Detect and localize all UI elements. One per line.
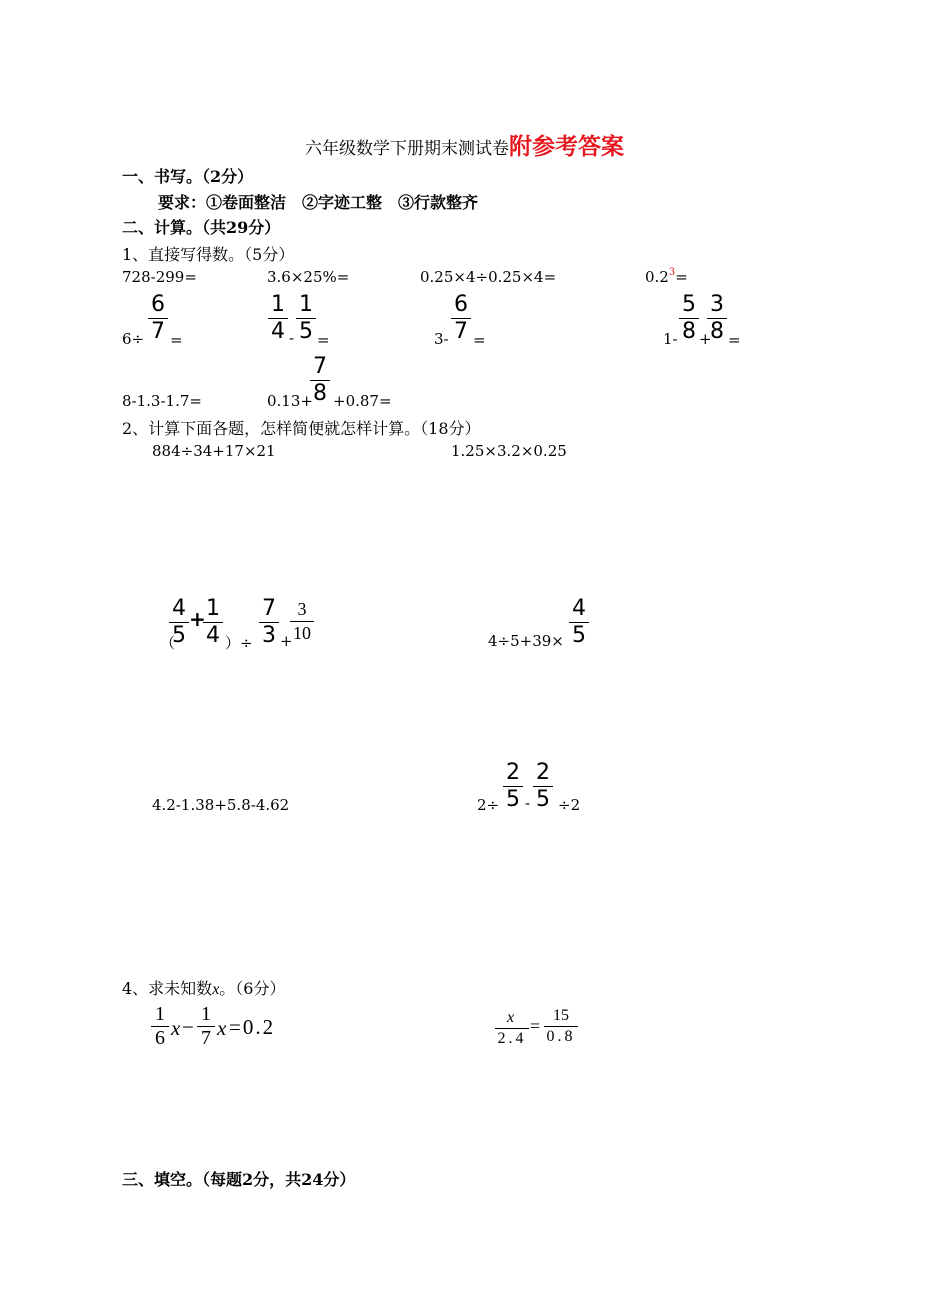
q1-item-8-op: + xyxy=(699,330,712,348)
q4-eq2-fraction-2 xyxy=(544,1006,578,1047)
numerator: 1 xyxy=(299,292,313,317)
q4-heading-text: 4、求未知数 xyxy=(122,979,213,998)
q1-item-10-suffix: +0.87= xyxy=(333,392,392,410)
q1-item-9: 8-1.3-1.7= xyxy=(122,392,202,410)
numerator: 6 xyxy=(151,292,165,317)
q2-expr-3-fraction-3 xyxy=(257,596,281,649)
q1-item-2: 3.6×25%= xyxy=(267,268,350,286)
denominator: 5 xyxy=(536,787,550,812)
q1-item-6-fraction-2 xyxy=(294,292,318,345)
q4-eq1-var-1: x xyxy=(171,1016,181,1040)
numerator: x xyxy=(506,1009,518,1026)
q2-expr-6-op: - xyxy=(525,794,531,812)
q1-item-6-fraction-1 xyxy=(266,292,290,345)
q2-expr-4-fraction xyxy=(567,596,591,649)
title-highlight: 附参考答案 xyxy=(509,133,624,160)
numerator: 7 xyxy=(313,354,327,379)
q1-item-7-eq: = xyxy=(473,331,486,349)
denominator: 2.4 xyxy=(497,1030,527,1047)
numerator: 1 xyxy=(206,596,220,621)
q2-expr-6-prefix: 2÷ xyxy=(477,796,500,814)
q2-expr-6-fraction-2 xyxy=(531,760,555,813)
q4-eq1-fraction-1 xyxy=(150,1003,170,1050)
q4-eq1-var-2: x xyxy=(217,1016,227,1040)
numerator: 5 xyxy=(682,292,696,317)
q2-expr-6-suffix: ÷2 xyxy=(558,796,581,814)
q1-item-5-fraction xyxy=(146,292,170,345)
section-2-heading: 二、计算。（共29分） xyxy=(122,218,281,237)
denominator: 7 xyxy=(201,1027,211,1049)
q2-expr-3-rparen-div: ）÷ xyxy=(225,634,253,652)
q2-expr-3-fraction-4 xyxy=(289,598,315,645)
numerator: 4 xyxy=(572,596,586,621)
denominator: 7 xyxy=(151,319,165,344)
q1-item-10-fraction xyxy=(308,354,332,407)
q1-item-5-eq: = xyxy=(170,331,183,349)
q1-item-4-base: 0.2 xyxy=(645,268,669,286)
denominator: 8 xyxy=(313,381,327,406)
q4-eq2-fraction-1 xyxy=(495,1008,529,1049)
denominator: 3 xyxy=(262,623,276,648)
q2-expr-3-plus: + xyxy=(189,607,206,631)
q1-item-6-op: - xyxy=(289,329,295,347)
denominator: 4 xyxy=(206,623,220,648)
q1-item-4-eq: = xyxy=(675,268,688,286)
numerator: 7 xyxy=(262,596,276,621)
denominator: 7 xyxy=(454,319,468,344)
numerator: 3 xyxy=(297,599,307,619)
q1-item-4 xyxy=(645,268,688,286)
q4-eq1-fraction-2 xyxy=(196,1003,216,1050)
section-1-requirements: 要求：①卷面整洁 ②字迹工整 ③行款整齐 xyxy=(158,193,479,212)
denominator: 8 xyxy=(682,319,696,344)
q1-item-7-fraction xyxy=(449,292,473,345)
q1-item-5-prefix: 6÷ xyxy=(122,330,145,348)
denominator: 8 xyxy=(710,319,724,344)
q1-item-8-fraction-2 xyxy=(705,292,729,345)
numerator: 3 xyxy=(710,292,724,317)
numerator: 1 xyxy=(155,1003,165,1025)
q1-item-10-prefix: 0.13+ xyxy=(267,392,313,410)
q2-expr-5: 4.2-1.38+5.8-4.62 xyxy=(152,796,290,814)
section-1-heading: 一、书写。（2分） xyxy=(122,167,254,186)
q4-heading-variable: x xyxy=(212,981,220,998)
q1-item-8-eq: = xyxy=(728,331,741,349)
numerator: 2 xyxy=(506,760,520,785)
q4-heading xyxy=(122,976,285,999)
q1-item-7-prefix: 3- xyxy=(434,330,449,348)
numerator: 1 xyxy=(201,1003,211,1025)
q2-heading: 2、计算下面各题，怎样简便就怎样计算。（18分） xyxy=(122,419,481,438)
q2-expr-3-fraction-1 xyxy=(167,596,191,649)
q1-heading: 1、直接写得数。（5分） xyxy=(122,245,295,264)
q4-heading-points: 。（6分） xyxy=(219,979,286,998)
denominator: 5 xyxy=(506,787,520,812)
q2-expr-3-lparen: （ xyxy=(160,634,176,652)
title-main: 六年级数学下册期末测试卷 xyxy=(305,139,509,159)
q2-expr-2: 1.25×3.2×0.25 xyxy=(451,442,567,460)
q4-eq1-op: − xyxy=(182,1015,194,1039)
numerator: 1 xyxy=(271,292,285,317)
denominator: 4 xyxy=(271,319,285,344)
denominator: 0.8 xyxy=(546,1028,576,1045)
q1-item-8-prefix: 1- xyxy=(663,330,678,348)
q1-item-6-eq: = xyxy=(317,331,330,349)
q2-expr-6-fraction-1 xyxy=(501,760,525,813)
q1-item-1: 728-299= xyxy=(122,268,197,286)
denominator: 5 xyxy=(299,319,313,344)
denominator: 6 xyxy=(155,1027,165,1049)
section-3-heading: 三、填空。（每题2分，共24分） xyxy=(122,1170,356,1189)
denominator: 5 xyxy=(572,623,586,648)
denominator: 5 xyxy=(172,623,186,648)
q1-item-3: 0.25×4÷0.25×4= xyxy=(420,268,557,286)
numerator: 4 xyxy=(172,596,186,621)
q2-expr-1: 884÷34+17×21 xyxy=(152,442,276,460)
q2-expr-3-fraction-2 xyxy=(201,596,225,649)
q1-item-8-fraction-1 xyxy=(677,292,701,345)
numerator: 2 xyxy=(536,760,550,785)
numerator: 6 xyxy=(454,292,468,317)
q2-expr-4-prefix: 4÷5+39× xyxy=(488,632,564,650)
denominator: 10 xyxy=(293,623,311,643)
doc-title xyxy=(305,128,624,161)
q4-eq2-equals: = xyxy=(530,1016,541,1036)
q1-item-4-exponent: 3 xyxy=(668,267,676,278)
numerator: 15 xyxy=(553,1007,569,1024)
q2-expr-3-plus-2: + xyxy=(280,632,293,650)
q4-eq1-rhs: =0.2 xyxy=(229,1015,276,1039)
